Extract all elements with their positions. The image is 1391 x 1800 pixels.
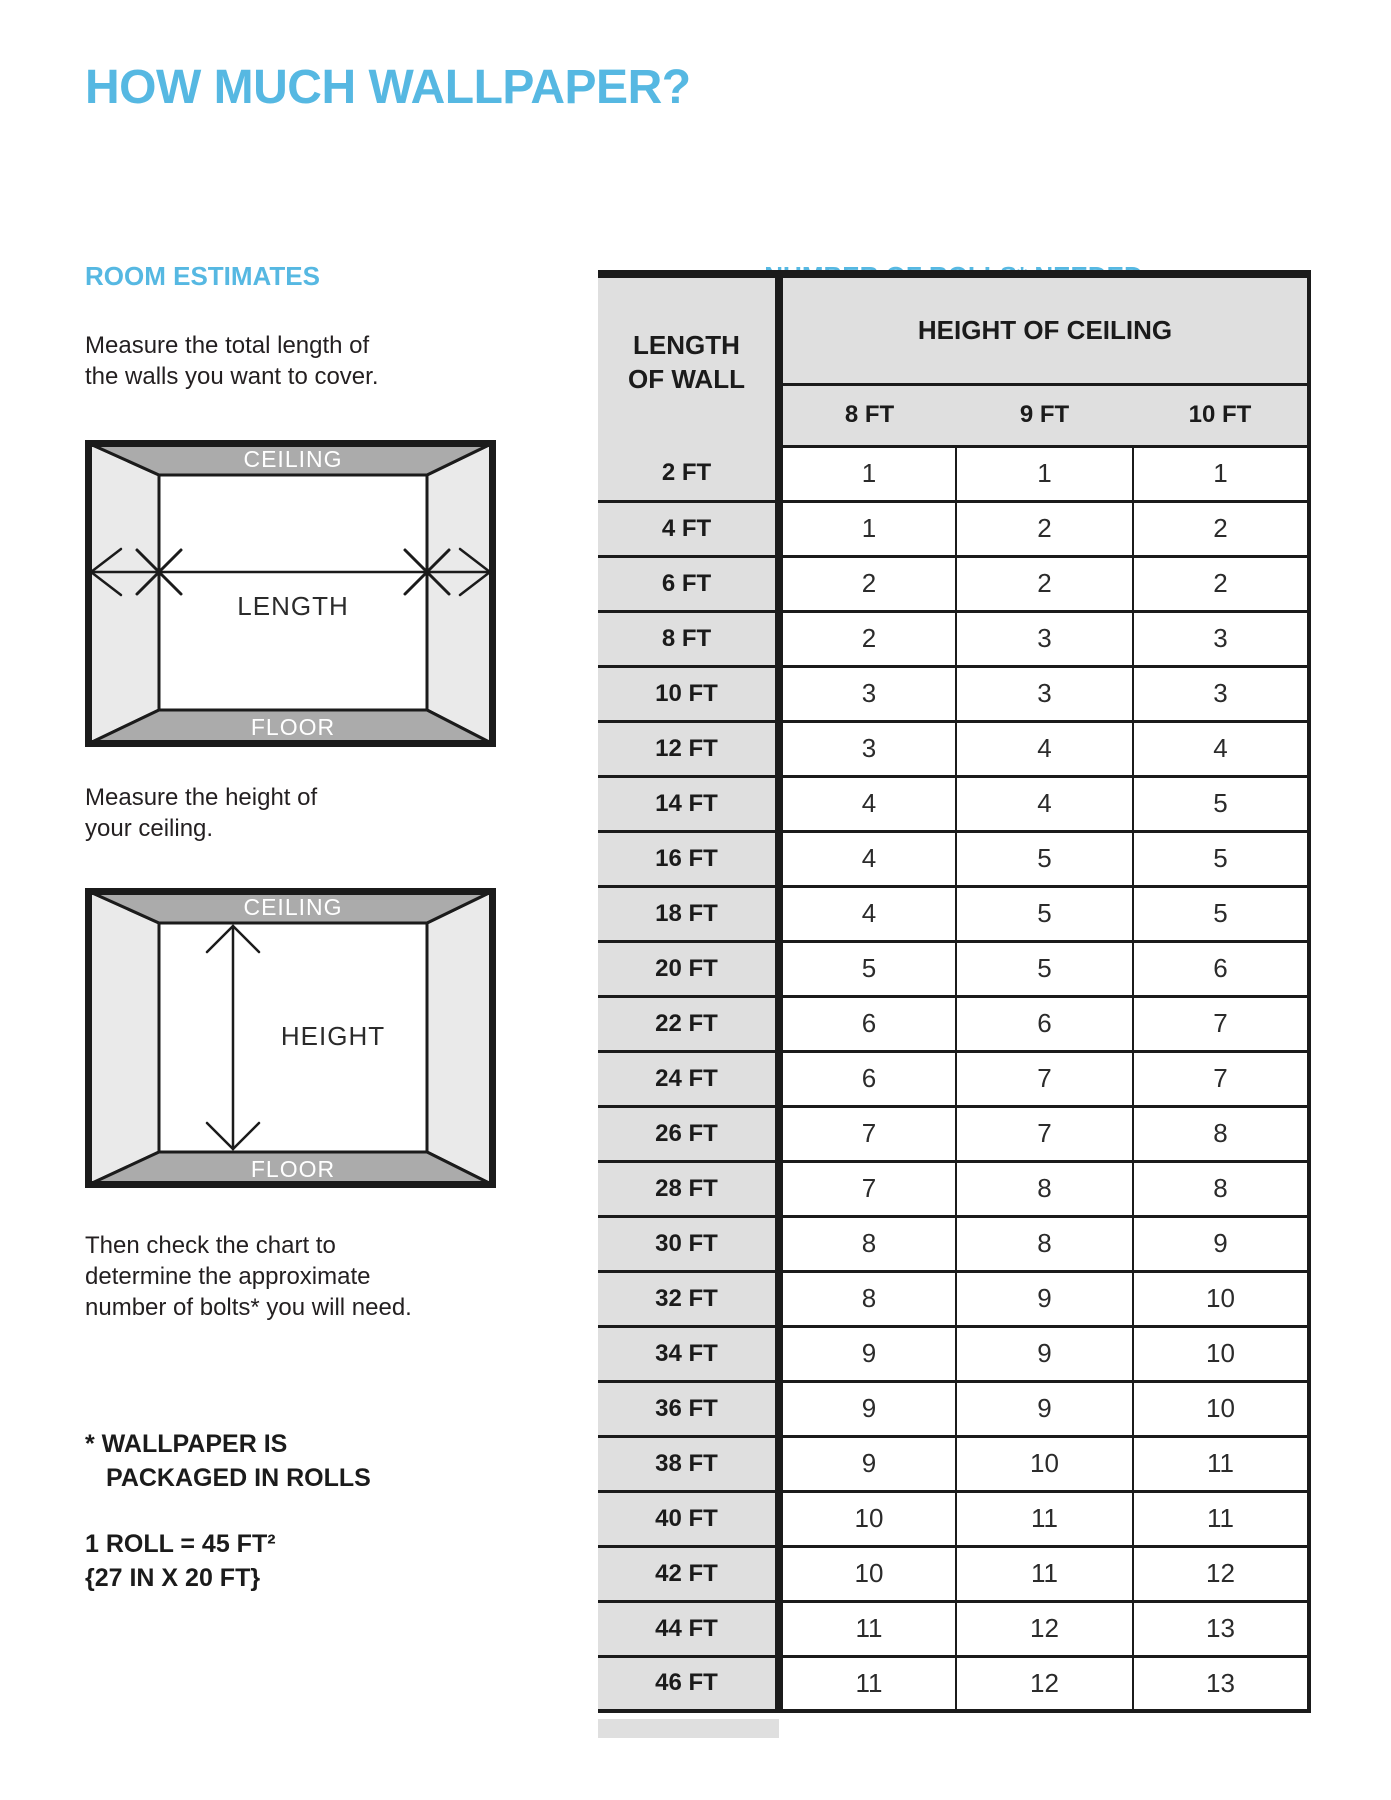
cell-value: 7: [956, 1106, 1133, 1161]
row-label: 6 FT: [598, 556, 779, 611]
row-header-line: LENGTH: [633, 330, 740, 360]
section-heading-room-estimates: ROOM ESTIMATES: [85, 261, 320, 291]
table-header-row-1: [598, 274, 1309, 384]
height-label: HEIGHT: [280, 1021, 386, 1051]
table-row: [598, 996, 1309, 1051]
cell-value: 8: [956, 1161, 1133, 1216]
cell-value: 8: [779, 1271, 956, 1326]
cell-value: 12: [956, 1601, 1133, 1656]
cell-value: 7: [1133, 1051, 1309, 1106]
table-row: [598, 1491, 1309, 1546]
row-label: 22 FT: [598, 996, 779, 1051]
cell-value: 10: [1133, 1381, 1309, 1436]
cell-value: 10: [1133, 1271, 1309, 1326]
paragraph-line: Then check the chart to: [85, 1232, 336, 1259]
room-diagram-height: [85, 888, 496, 1188]
table-row: [598, 1436, 1309, 1491]
row-label: 34 FT: [598, 1326, 779, 1381]
cell-value: 3: [779, 666, 956, 721]
cell-value: 11: [956, 1491, 1133, 1546]
cell-value: 2: [779, 556, 956, 611]
cell-value: 13: [1133, 1656, 1309, 1711]
row-label: 20 FT: [598, 941, 779, 996]
cell-value: 5: [956, 941, 1133, 996]
roll-spec-line: {27 IN X 20 FT}: [85, 1564, 261, 1592]
table-row: [598, 501, 1309, 556]
table-row: [598, 831, 1309, 886]
paragraph-line: the walls you want to cover.: [85, 363, 379, 390]
footnote-wallpaper-rolls: [85, 1427, 371, 1495]
cell-value: 6: [779, 996, 956, 1051]
cell-value: 2: [956, 501, 1133, 556]
cell-value: 4: [779, 776, 956, 831]
roll-spec: [85, 1527, 276, 1595]
cell-value: 7: [1133, 996, 1309, 1051]
cell-value: 12: [956, 1656, 1133, 1711]
cell-value: 11: [779, 1601, 956, 1656]
cell-value: 1: [956, 446, 1133, 501]
table-row: [598, 1326, 1309, 1381]
right-wall: [427, 891, 493, 1185]
cell-value: 5: [1133, 886, 1309, 941]
table-row: [598, 556, 1309, 611]
cell-value: 11: [956, 1546, 1133, 1601]
paragraph-line: determine the approximate: [85, 1263, 371, 1290]
cell-value: 5: [779, 941, 956, 996]
cell-value: 3: [956, 666, 1133, 721]
row-label: 32 FT: [598, 1271, 779, 1326]
cell-value: 4: [956, 721, 1133, 776]
rolls-table-body: [598, 446, 1309, 1711]
row-label: 42 FT: [598, 1546, 779, 1601]
table-row: [598, 1161, 1309, 1216]
roll-spec-line: 1 ROLL = 45 FT²: [85, 1530, 276, 1558]
cell-value: 5: [1133, 831, 1309, 886]
table-row: [598, 1271, 1309, 1326]
row-label: 26 FT: [598, 1106, 779, 1161]
cell-value: 8: [1133, 1161, 1309, 1216]
table-row: [598, 611, 1309, 666]
cell-value: 2: [1133, 501, 1309, 556]
ceiling-label: CEILING: [243, 894, 343, 920]
cell-value: 4: [779, 886, 956, 941]
row-label: 18 FT: [598, 886, 779, 941]
cell-value: 8: [779, 1216, 956, 1271]
paragraph-line: your ceiling.: [85, 815, 214, 842]
cell-value: 3: [956, 611, 1133, 666]
room-diagram-length: [85, 440, 496, 747]
cell-value: 9: [956, 1326, 1133, 1381]
cell-value: 4: [1133, 721, 1309, 776]
table-row: [598, 446, 1309, 501]
table-row: [598, 666, 1309, 721]
cell-value: 10: [1133, 1326, 1309, 1381]
cell-value: 11: [779, 1656, 956, 1711]
cell-value: 5: [1133, 776, 1309, 831]
row-label: 38 FT: [598, 1436, 779, 1491]
cell-value: 12: [1133, 1546, 1309, 1601]
cell-value: 7: [779, 1161, 956, 1216]
cell-value: 9: [956, 1271, 1133, 1326]
cell-value: 9: [1133, 1216, 1309, 1271]
cell-value: 6: [956, 996, 1133, 1051]
column-group-header: HEIGHT OF CEILING: [779, 274, 1309, 384]
paragraph-line: number of bolts* you will need.: [85, 1294, 412, 1321]
cell-value: 3: [1133, 666, 1309, 721]
floor-label: FLOOR: [250, 1156, 336, 1182]
cell-value: 3: [1133, 611, 1309, 666]
cell-value: 8: [1133, 1106, 1309, 1161]
cell-value: 9: [956, 1381, 1133, 1436]
cell-value: 6: [1133, 941, 1309, 996]
left-wall: [88, 443, 159, 744]
table-row: [598, 721, 1309, 776]
row-label: 28 FT: [598, 1161, 779, 1216]
cell-value: 10: [779, 1491, 956, 1546]
row-label: 12 FT: [598, 721, 779, 776]
floor-label: FLOOR: [250, 714, 336, 740]
row-label: 16 FT: [598, 831, 779, 886]
paragraph-measure-height: [85, 782, 317, 844]
table-row: [598, 1381, 1309, 1436]
column-header-9ft: 9 FT: [956, 384, 1133, 446]
table-row: [598, 1051, 1309, 1106]
cell-value: 4: [956, 776, 1133, 831]
cell-value: 1: [779, 501, 956, 556]
row-label: 2 FT: [598, 446, 779, 501]
cell-value: 10: [956, 1436, 1133, 1491]
cell-value: 2: [956, 556, 1133, 611]
row-label: 14 FT: [598, 776, 779, 831]
table-row: [598, 1656, 1309, 1711]
table-tail-strip: [598, 1719, 779, 1738]
row-label: 4 FT: [598, 501, 779, 556]
row-label: 46 FT: [598, 1656, 779, 1711]
paragraph-line: Measure the total length of: [85, 332, 370, 359]
cell-value: 1: [1133, 446, 1309, 501]
table-row: [598, 886, 1309, 941]
row-label: 30 FT: [598, 1216, 779, 1271]
cell-value: 6: [779, 1051, 956, 1106]
cell-value: 7: [956, 1051, 1133, 1106]
row-label: 40 FT: [598, 1491, 779, 1546]
table-row: [598, 941, 1309, 996]
row-label: 24 FT: [598, 1051, 779, 1106]
row-group-header: [598, 274, 779, 446]
row-header-line: OF WALL: [628, 364, 745, 394]
cell-value: 5: [956, 831, 1133, 886]
cell-value: 9: [779, 1381, 956, 1436]
row-label: 44 FT: [598, 1601, 779, 1656]
footnote-line: PACKAGED IN ROLLS: [106, 1464, 371, 1492]
row-label: 10 FT: [598, 666, 779, 721]
cell-value: 13: [1133, 1601, 1309, 1656]
row-label: 36 FT: [598, 1381, 779, 1436]
length-label: LENGTH: [237, 591, 349, 621]
table-row: [598, 1106, 1309, 1161]
cell-value: 7: [779, 1106, 956, 1161]
table-row: [598, 776, 1309, 831]
cell-value: 9: [779, 1436, 956, 1491]
table-row: [598, 1216, 1309, 1271]
table-row: [598, 1546, 1309, 1601]
paragraph-line: Measure the height of: [85, 784, 318, 811]
rolls-table: [598, 270, 1311, 1713]
cell-value: 11: [1133, 1436, 1309, 1491]
table-row: [598, 1601, 1309, 1656]
cell-value: 2: [779, 611, 956, 666]
paragraph-check-chart: [85, 1230, 412, 1323]
paragraph-measure-length: [85, 330, 378, 392]
ceiling-label: CEILING: [243, 446, 343, 472]
cell-value: 4: [779, 831, 956, 886]
cell-value: 10: [779, 1546, 956, 1601]
left-wall: [88, 891, 159, 1185]
cell-value: 8: [956, 1216, 1133, 1271]
cell-value: 2: [1133, 556, 1309, 611]
cell-value: 5: [956, 886, 1133, 941]
row-label: 8 FT: [598, 611, 779, 666]
page-title: HOW MUCH WALLPAPER?: [85, 61, 691, 114]
cell-value: 3: [779, 721, 956, 776]
cell-value: 9: [779, 1326, 956, 1381]
column-header-10ft: 10 FT: [1133, 384, 1309, 446]
column-header-8ft: 8 FT: [779, 384, 956, 446]
footnote-line: * WALLPAPER IS: [85, 1430, 288, 1458]
cell-value: 1: [779, 446, 956, 501]
cell-value: 11: [1133, 1491, 1309, 1546]
